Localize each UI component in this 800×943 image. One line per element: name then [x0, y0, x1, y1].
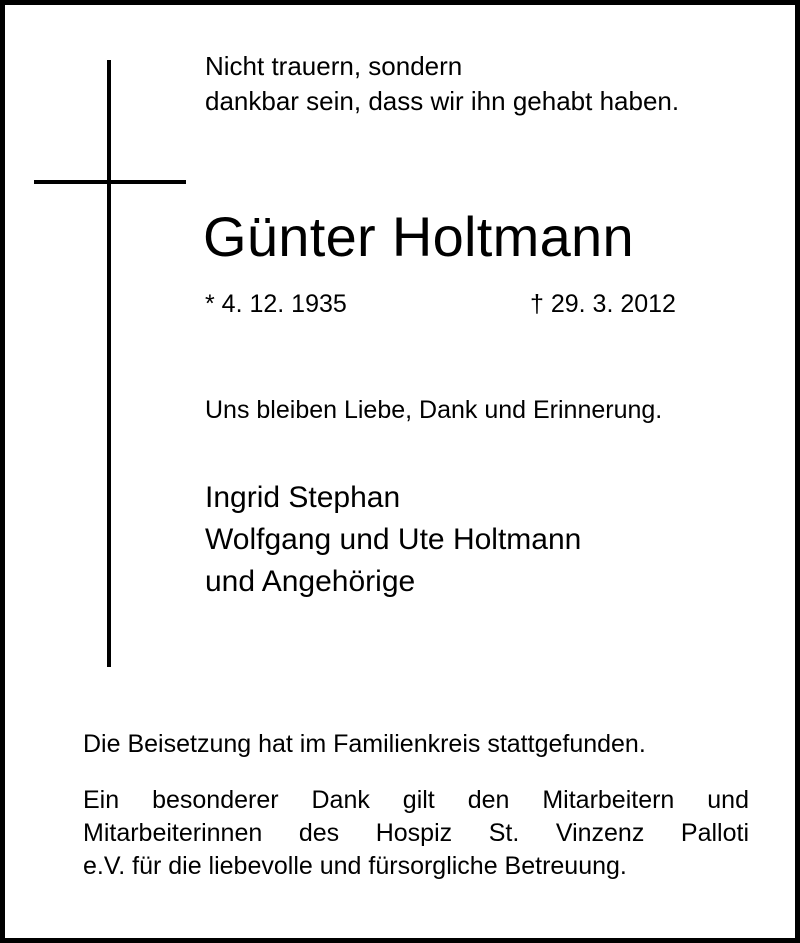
burial-note: Die Beisetzung hat im Familienkreis stattgefunden. [83, 730, 646, 758]
motto [205, 49, 679, 119]
motto-line-1: Nicht trauern, sondern [205, 51, 463, 81]
thanks-line: Ein besonderer Dank gilt den Mitarbeitern und [83, 786, 749, 814]
birth-date: * 4. 12. 1935 [205, 290, 347, 318]
cross-icon-vertical-bar [107, 60, 111, 667]
thanks-line: Mitarbeiterinnen des Hospiz St. Vinzenz Palloti [83, 819, 749, 847]
remembrance-text: Uns bleiben Liebe, Dank und Erinnerung. [205, 396, 663, 424]
deceased-name: Günter Holtmann [203, 205, 634, 268]
thanks-paragraph [83, 784, 749, 883]
mourner-name: und Angehörige [205, 565, 416, 598]
mourners-list [205, 477, 581, 603]
death-date: † 29. 3. 2012 [530, 290, 676, 318]
mourner-name: Ingrid Stephan [205, 481, 401, 514]
mourner-name: Wolfgang und Ute Holtmann [205, 523, 582, 556]
motto-line-2: dankbar sein, dass wir ihn gehabt haben. [205, 86, 680, 116]
cross-icon-horizontal-bar [34, 180, 186, 184]
thanks-line: e.V. für die liebevolle und fürsorgliche Betreuung. [83, 852, 627, 880]
